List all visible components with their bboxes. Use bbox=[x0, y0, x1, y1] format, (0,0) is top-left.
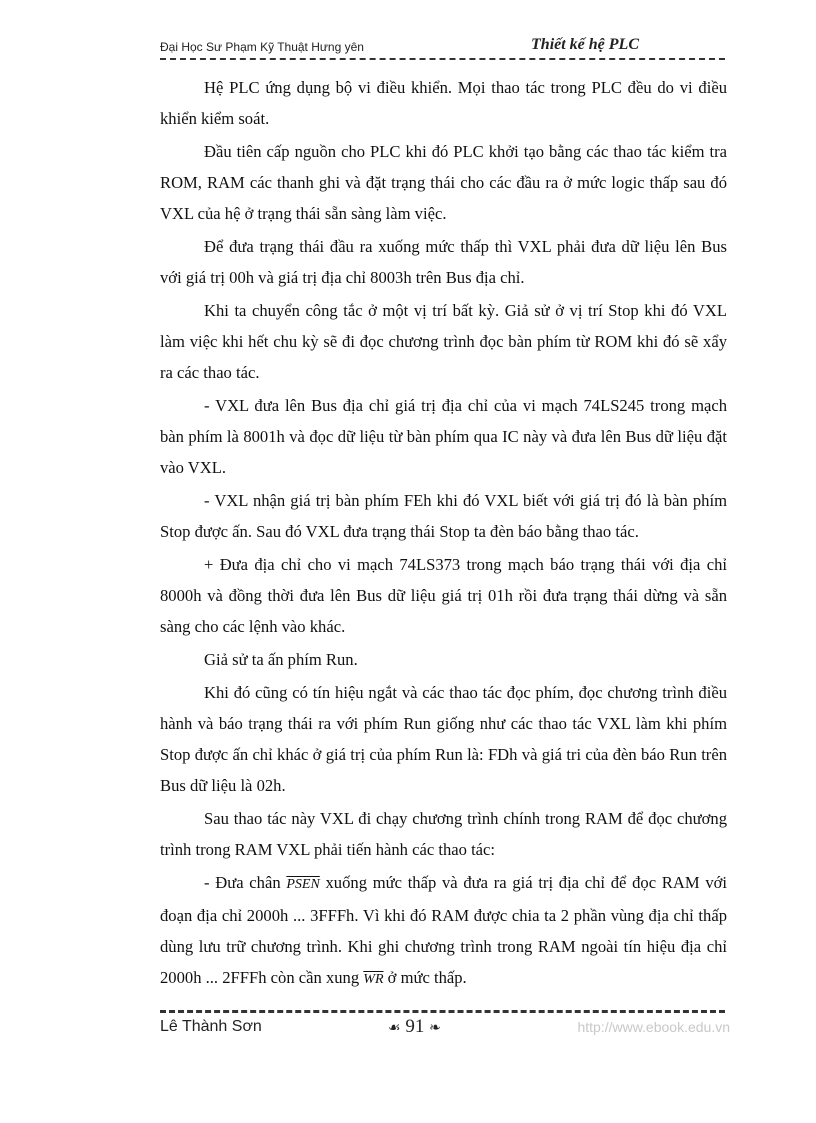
paragraph-5: - VXL đưa lên Bus địa chỉ giá trị địa chỉ của vi mạch 74LS245 trong mạch bàn phím là 8001h và đọc dữ liệu từ bàn phím qua IC này và đưa lên Bus dữ liệu đặt vào VXL. bbox=[160, 396, 727, 477]
paragraph-7: + Đưa địa chỉ cho vi mạch 74LS373 trong mạch báo trạng thái với địa chỉ 8000h và đồng thời đưa lên Bus dữ liệu giá trị 01h rồi đưa trạng thái dừng và sẵn sàng cho các lệnh vào khác. bbox=[160, 555, 727, 636]
header-title: Thiết kế hệ PLC bbox=[531, 36, 639, 53]
page-number-block bbox=[388, 1016, 441, 1038]
header-divider bbox=[160, 58, 725, 60]
psen-signal: PSEN bbox=[286, 877, 320, 892]
paragraph-10: Sau thao tác này VXL đi chạy chương trình chính trong RAM để đọc chương trình trong RAM VXL phải tiến hành các thao tác: bbox=[160, 809, 727, 859]
wr-signal: $\overline{WR}$ bbox=[363, 972, 384, 987]
page-footer bbox=[160, 1016, 730, 1040]
paragraph-11-end: ở mức thấp. bbox=[383, 968, 467, 987]
page-header bbox=[160, 36, 725, 58]
paragraph-6: - VXL nhận giá trị bàn phím FEh khi đó VXL biết với giá trị đó là bàn phím Stop được ấn. Sau đó VXL đưa trạng thái Stop ta đèn báo bằng thao tác. bbox=[160, 491, 727, 541]
footer-author: Lê Thành Sơn bbox=[160, 1018, 262, 1035]
page-body bbox=[160, 72, 727, 995]
paragraph-8: Giả sử ta ấn phím Run. bbox=[204, 650, 358, 669]
paragraph-11 bbox=[160, 867, 727, 995]
ornament-left-icon: ☙ bbox=[388, 1021, 401, 1036]
ornament-right-icon: ❧ bbox=[429, 1021, 441, 1036]
paragraph-11-start: - Đưa chân bbox=[204, 873, 287, 892]
paragraph-11-middle: xuống mức thấp và đưa ra giá trị địa chỉ để đọc RAM với đoạn địa chỉ 2000h ... 3FFFh. Vì khi đó RAM được chia ta 2 phần vùng địa chỉ thấp dùng lưu trữ chương trình. Khi ghi chương trình trong RAM ngoài tín hiệu địa chỉ 2000h ... 2FFFh còn cần xung bbox=[160, 873, 728, 987]
page-number: 91 bbox=[405, 1016, 425, 1037]
header-school: Đại Học Sư Phạm Kỹ Thuật Hưng yên bbox=[160, 40, 364, 54]
footer-url: http://www.ebook.edu.vn bbox=[577, 1019, 730, 1035]
paragraph-2: Đầu tiên cấp nguồn cho PLC khi đó PLC khởi tạo bằng các thao tác kiểm tra ROM, RAM các thanh ghi và đặt trạng thái cho các đầu ra ở mức logic thấp sau đó VXL của hệ ở trạng thái sẵn sàng làm việc. bbox=[160, 142, 727, 223]
paragraph-3: Để đưa trạng thái đầu ra xuống mức thấp thì VXL phải đưa dữ liệu lên Bus với giá trị 00h và giá trị địa chỉ 8003h trên Bus địa chỉ. bbox=[160, 237, 727, 287]
paragraph-4: Khi ta chuyển công tắc ở một vị trí bất kỳ. Giả sử ở vị trí Stop khi đó VXL làm việc khi hết chu kỳ sẽ đi đọc chương trình đọc bàn phím từ ROM khi đó sẽ xẩy ra các thao tác. bbox=[160, 301, 727, 382]
paragraph-1: Hệ PLC ứng dụng bộ vi điều khiển. Mọi thao tác trong PLC đều do vi điều khiển kiểm soát. bbox=[160, 78, 727, 128]
paragraph-9: Khi đó cũng có tín hiệu ngắt và các thao tác đọc phím, đọc chương trình điều hành và báo trạng thái ra với phím Run giống như các thao tác VXL làm khi phím Stop được ấn chỉ khác ở giá trị của phím Run là: FDh và giá tri của đèn báo Run trên Bus dữ liệu là 02h. bbox=[160, 683, 727, 795]
footer-divider bbox=[160, 1010, 725, 1013]
